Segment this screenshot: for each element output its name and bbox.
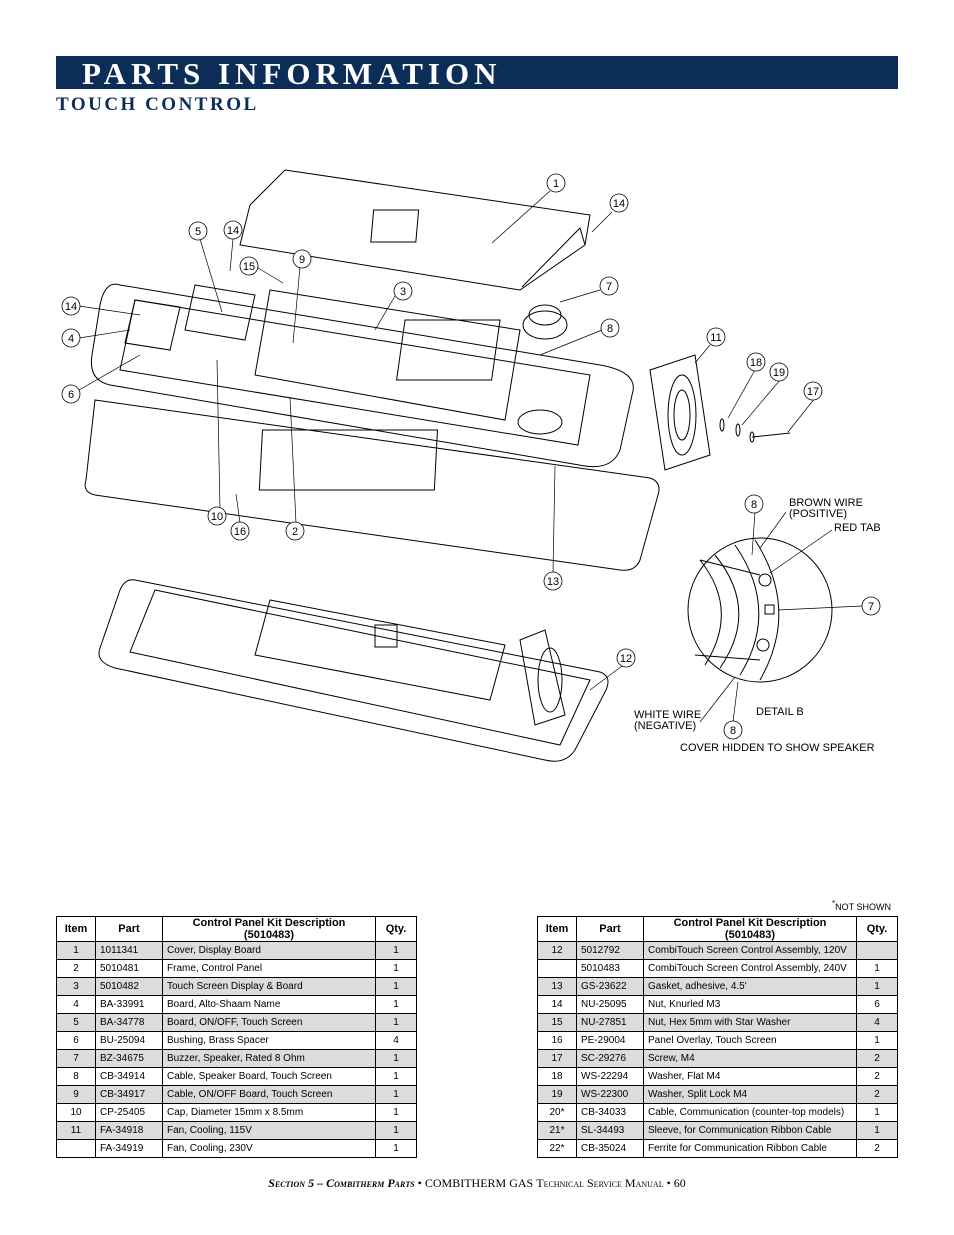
cell-item (57, 1140, 96, 1158)
table-row (538, 1086, 898, 1104)
table-row (57, 1140, 417, 1158)
cell-qty: 1 (376, 996, 417, 1014)
footer-page-number: 60 (673, 1176, 686, 1190)
cell-part: CB-34914 (96, 1068, 163, 1086)
cell-description: Fan, Cooling, 230V (163, 1140, 376, 1158)
detail-b-circle (688, 538, 832, 682)
parts-table-left (56, 916, 417, 1158)
callout-14b: 14 (226, 225, 240, 237)
cell-item: 17 (538, 1050, 577, 1068)
cell-item: 7 (57, 1050, 96, 1068)
cell-part: BA-34778 (96, 1014, 163, 1032)
cell-item: 5 (57, 1014, 96, 1032)
cell-qty: 1 (376, 1050, 417, 1068)
cell-description: Touch Screen Display & Board (163, 978, 376, 996)
cell-item: 8 (57, 1068, 96, 1086)
cell-description: Buzzer, Speaker, Rated 8 Ohm (163, 1050, 376, 1068)
table-row (538, 1104, 898, 1122)
label-detail-b: DETAIL B (756, 706, 804, 718)
cell-part: CB-34033 (577, 1104, 644, 1122)
callout-11: 11 (710, 332, 722, 344)
col-qty: Qty. (857, 917, 898, 942)
cell-qty: 6 (857, 996, 898, 1014)
cell-part: WS-22300 (577, 1086, 644, 1104)
page-title: PARTS INFORMATION (82, 56, 502, 91)
cell-description: Bushing, Brass Spacer (163, 1032, 376, 1050)
callout-13: 13 (546, 576, 560, 588)
table-row (538, 996, 898, 1014)
table-row (538, 1014, 898, 1032)
cell-qty: 1 (857, 978, 898, 996)
table-row (538, 1032, 898, 1050)
callout-7b: 7 (867, 601, 875, 613)
cell-qty: 1 (376, 1068, 417, 1086)
table-row (538, 1068, 898, 1086)
col-description: Control Panel Kit Description (5010483) (644, 917, 857, 942)
label-white-wire: WHITE WIRE (634, 709, 702, 721)
callout-15: 15 (242, 261, 256, 273)
label-brown-wire: BROWN WIRE (789, 497, 863, 509)
parts-rows-left (57, 942, 417, 1158)
label-red-tab: RED TAB (834, 522, 881, 534)
table-row (57, 1014, 417, 1032)
cell-part: FA-34918 (96, 1122, 163, 1140)
cell-item: 19 (538, 1086, 577, 1104)
cell-part: 5010481 (96, 960, 163, 978)
table-row (538, 942, 898, 960)
table-row (57, 942, 417, 960)
col-qty: Qty. (376, 917, 417, 942)
table-row (538, 978, 898, 996)
callout-8c: 8 (729, 725, 737, 737)
exploded-parts-diagram (0, 120, 954, 780)
cell-part: NU-25095 (577, 996, 644, 1014)
cell-description: Washer, Flat M4 (644, 1068, 857, 1086)
cell-part: GS-23622 (577, 978, 644, 996)
cell-part: BZ-34675 (96, 1050, 163, 1068)
cell-part: 5010483 (577, 960, 644, 978)
cell-item: 14 (538, 996, 577, 1014)
cell-part: BU-25094 (96, 1032, 163, 1050)
table-row (57, 1086, 417, 1104)
callout-12: 12 (619, 653, 633, 665)
cell-part: BA-33991 (96, 996, 163, 1014)
callout-9: 9 (298, 254, 306, 266)
table-row (57, 1122, 417, 1140)
cell-item: 11 (57, 1122, 96, 1140)
cell-part: 5010482 (96, 978, 163, 996)
display-module (397, 320, 500, 380)
cell-description: Nut, Knurled M3 (644, 996, 857, 1014)
cell-item: 3 (57, 978, 96, 996)
table-row (538, 1050, 898, 1068)
cell-qty: 4 (376, 1032, 417, 1050)
cell-part: PE-29004 (577, 1032, 644, 1050)
label-brown-wire-positive: (POSITIVE) (789, 508, 848, 520)
cell-part: 1011341 (96, 942, 163, 960)
cell-description: Nut, Hex 5mm with Star Washer (644, 1014, 857, 1032)
cell-description: Cable, ON/OFF Board, Touch Screen (163, 1086, 376, 1104)
cell-description: Fan, Cooling, 115V (163, 1122, 376, 1140)
cell-description: Cap, Diameter 15mm x 8.5mm (163, 1104, 376, 1122)
cell-item: 21* (538, 1122, 577, 1140)
table-row (538, 1140, 898, 1158)
callout-7a: 7 (605, 281, 613, 293)
cell-qty: 2 (857, 1068, 898, 1086)
control-board (255, 290, 520, 420)
callout-19: 19 (772, 367, 786, 379)
cell-item: 20* (538, 1104, 577, 1122)
cell-description: Board, Alto-Shaam Name (163, 996, 376, 1014)
cell-qty: 2 (857, 1140, 898, 1158)
cell-description: Screw, M4 (644, 1050, 857, 1068)
cell-qty: 1 (376, 978, 417, 996)
display-cover (240, 170, 590, 290)
table-row (57, 1032, 417, 1050)
callout-8b: 8 (750, 499, 758, 511)
cell-description: Cover, Display Board (163, 942, 376, 960)
cell-item: 6 (57, 1032, 96, 1050)
table-row (538, 960, 898, 978)
cell-item (538, 960, 577, 978)
callout-4: 4 (67, 333, 75, 345)
cell-part: CB-34917 (96, 1086, 163, 1104)
cell-qty: 1 (376, 960, 417, 978)
cell-qty: 2 (857, 1050, 898, 1068)
footer-sep-2: • (666, 1176, 671, 1190)
callout-2: 2 (291, 526, 299, 538)
cell-part: CB-35024 (577, 1140, 644, 1158)
cell-description: Washer, Split Lock M4 (644, 1086, 857, 1104)
callout-18: 18 (749, 357, 763, 369)
cell-qty: 1 (857, 1104, 898, 1122)
cell-description: Board, ON/OFF, Touch Screen (163, 1014, 376, 1032)
cell-item: 1 (57, 942, 96, 960)
table-row (57, 1050, 417, 1068)
cell-qty: 1 (376, 1014, 417, 1032)
table-row (538, 1122, 898, 1140)
cell-item: 2 (57, 960, 96, 978)
cell-description: Cable, Speaker Board, Touch Screen (163, 1068, 376, 1086)
footer-sep-1: • (417, 1176, 422, 1190)
cell-part: FA-34919 (96, 1140, 163, 1158)
cell-qty: 4 (857, 1014, 898, 1032)
overlay-window (259, 430, 437, 490)
page-footer (0, 1176, 954, 1191)
flat-washer (736, 424, 740, 436)
col-part: Part (577, 917, 644, 942)
cell-qty (857, 942, 898, 960)
cell-description: CombiTouch Screen Control Assembly, 120V (644, 942, 857, 960)
cell-description: Frame, Control Panel (163, 960, 376, 978)
cell-description: CombiTouch Screen Control Assembly, 240V (644, 960, 857, 978)
onoff-board (185, 285, 255, 340)
table-row (57, 1104, 417, 1122)
col-item: Item (538, 917, 577, 942)
cell-part: WS-22294 (577, 1068, 644, 1086)
assembled-panel (99, 580, 608, 762)
parts-table-right (537, 916, 898, 1158)
cell-qty: 1 (376, 1104, 417, 1122)
callout-17: 17 (806, 386, 820, 398)
callout-5: 5 (194, 226, 202, 238)
table-row (57, 1068, 417, 1086)
cell-item: 12 (538, 942, 577, 960)
cell-qty: 1 (857, 1032, 898, 1050)
name-board (125, 300, 180, 350)
col-part: Part (96, 917, 163, 942)
callout-10: 10 (210, 511, 224, 523)
screw (752, 433, 790, 437)
cell-qty: 1 (376, 1122, 417, 1140)
cell-description: Panel Overlay, Touch Screen (644, 1032, 857, 1050)
cell-qty: 1 (376, 942, 417, 960)
cover-window (371, 210, 419, 242)
cell-description: Sleeve, for Communication Ribbon Cable (644, 1122, 857, 1140)
footer-manual-a: COMBITHERM GAS (424, 1176, 534, 1190)
cell-description: Gasket, adhesive, 4.5' (644, 978, 857, 996)
not-shown-note: *NOT SHOWN (832, 899, 891, 912)
label-cover-hidden: COVER HIDDEN TO SHOW SPEAKER (680, 742, 875, 754)
callout-6: 6 (67, 389, 75, 401)
page-title-bar (56, 56, 898, 89)
cell-item: 15 (538, 1014, 577, 1032)
section-subtitle: TOUCH CONTROL (56, 94, 259, 115)
cell-qty: 1 (857, 1122, 898, 1140)
table-row (57, 996, 417, 1014)
cell-item: 16 (538, 1032, 577, 1050)
cell-description: Ferrite for Communication Ribbon Cable (644, 1140, 857, 1158)
cell-part: SL-34493 (577, 1122, 644, 1140)
footer-section: Section 5 – Combitherm Parts (268, 1176, 415, 1190)
cell-part: SC-29276 (577, 1050, 644, 1068)
cell-part: CP-25405 (96, 1104, 163, 1122)
footer-manual-b: Technical Service Manual (536, 1176, 664, 1190)
cell-item: 13 (538, 978, 577, 996)
cell-part: NU-27851 (577, 1014, 644, 1032)
callout-3: 3 (399, 286, 407, 298)
callout-8a: 8 (606, 323, 614, 335)
cell-item: 9 (57, 1086, 96, 1104)
cell-item: 18 (538, 1068, 577, 1086)
callout-16: 16 (233, 526, 247, 538)
label-white-wire-negative: (NEGATIVE) (634, 720, 697, 732)
callout-1: 1 (552, 178, 560, 190)
cell-qty: 2 (857, 1086, 898, 1104)
cell-qty: 1 (376, 1140, 417, 1158)
callout-14c: 14 (64, 301, 78, 313)
cell-part: 5012792 (577, 942, 644, 960)
table-row (57, 960, 417, 978)
cell-qty: 1 (857, 960, 898, 978)
col-description: Control Panel Kit Description (5010483) (163, 917, 376, 942)
cell-item: 10 (57, 1104, 96, 1122)
callout-14a: 14 (612, 198, 626, 210)
table-row (57, 978, 417, 996)
cooling-fan (650, 355, 710, 470)
cell-description: Cable, Communication (counter-top models) (644, 1104, 857, 1122)
cell-item: 22* (538, 1140, 577, 1158)
cell-qty: 1 (376, 1086, 417, 1104)
col-item: Item (57, 917, 96, 942)
split-lock-washer (720, 419, 724, 431)
cell-item: 4 (57, 996, 96, 1014)
parts-rows-right (538, 942, 898, 1158)
panel-overlay (85, 400, 659, 570)
